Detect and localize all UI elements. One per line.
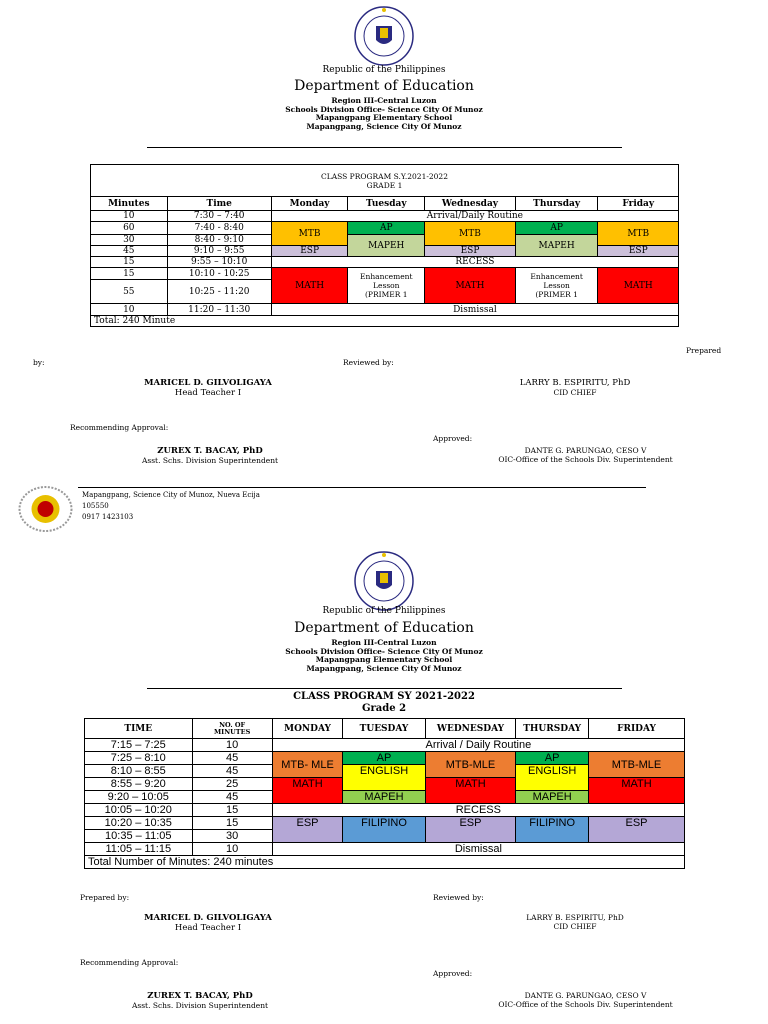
region-label: Region III-Central Luzon Schools Division Office- Science City Of Munoz Mapangpang Elementary School Mapangpang, Science City Of Munoz: [285, 96, 483, 131]
col-friday: Friday: [598, 197, 679, 211]
table-row: 7:15 – 7:25 10 Arrival / Daily Routine: [85, 739, 685, 752]
republic-label: Republic of the Philippines: [322, 65, 446, 75]
reviewer-block: LARRY B. ESPIRITU, PhD CID CHIEF: [519, 378, 631, 397]
table-row: 10:05 – 10:20 15 RECESS: [85, 804, 685, 817]
table-row: 9:20 – 10:05 45 MAPEH MAPEH: [85, 791, 685, 804]
total-minutes: Total: 240 Minute: [91, 316, 679, 327]
col-minutes: Minutes: [91, 197, 168, 211]
table-row: 7:25 – 8:10 45 MTB- MLE AP MTB-MLE AP MTB-MLE: [85, 752, 685, 765]
approver-block: DANTE G. PARUNGAO, CESO V OIC-Office of the Schools Div. Superintendent: [498, 446, 673, 464]
table-row: 10 7:30 – 7:40 Arrival/Daily Routine: [91, 211, 679, 222]
col-tuesday: Tuesday: [348, 197, 425, 211]
department-title: Department of Education: [294, 78, 474, 94]
table-row: 8:55 – 9:20 25 MATH MATH MATH: [85, 778, 685, 791]
recommender-block: ZUREX T. BACAY, PhD Asst. Schs. Division Superintendent: [141, 446, 279, 465]
table-row: 10:35 – 11:05 30: [85, 830, 685, 843]
approved-label: Approved:: [433, 434, 473, 443]
table-row: 10:20 – 10:35 15 ESP FILIPINO ESP FILIPINO ESP: [85, 817, 685, 830]
col-tuesday: TUESDAY: [343, 719, 425, 739]
table-row: 30 8:40 - 9:10 MAPEH MAPEH: [91, 235, 679, 246]
class-program-grade1-table: [90, 164, 679, 327]
table-row: 10 11:20 – 11:30 Dismissal: [91, 304, 679, 316]
program1-title: CLASS PROGRAM S.Y.2021-2022 GRADE 1: [91, 165, 679, 197]
region-label-2: Region III-Central Luzon Schools Division Office- Science City Of Munoz Mapangpang Elementary School Mapangpang, Science City Of Munoz: [285, 638, 483, 673]
col-minutes: NO. OF MINUTES: [192, 719, 272, 739]
republic-label-2: Republic of the Philippines: [322, 606, 446, 616]
table-row: 8:10 – 8:55 45 ENGLISH ENGLISH: [85, 765, 685, 778]
preparer-block: MARICEL D. GILVOLIGAYA Head Teacher I: [144, 913, 272, 933]
table-row: 45 9:10 – 9:55 ESP ESP ESP: [91, 246, 679, 257]
prepared-by-label-2: by:: [33, 358, 45, 367]
recess-cell: RECESS: [271, 257, 678, 268]
recommender-block: ZUREX T. BACAY, PhD Asst. Schs. Division Superintendent: [131, 991, 269, 1010]
recess-cell: RECESS: [272, 804, 684, 817]
preparer-block: MARICEL D. GILVOLIGAYA Head Teacher I: [144, 378, 272, 398]
recommending-approval-label: Recommending Approval:: [80, 958, 179, 967]
deped-seal-icon: [354, 6, 414, 66]
approver-block: DANTE G. PARUNGAO, CESO V OIC-Office of the Schools Div. Superintendent: [498, 991, 673, 1009]
col-time: TIME: [85, 719, 193, 739]
col-wednesday: WEDNESDAY: [425, 719, 516, 739]
deped-seal-icon: [354, 551, 414, 611]
table-row: 15 10:10 - 10:25 MATH Enhancement Lesson (PRIMER 1 MATH Enhancement Lesson (PRIMER 1 MATH: [91, 268, 679, 280]
dismissal-cell: Dismissal: [272, 843, 684, 856]
footer-contact: Mapangpang, Science City of Munoz, Nueva Ecija 105550 0917 1423103: [82, 491, 260, 521]
col-time: Time: [167, 197, 271, 211]
reviewed-by-label: Reviewed by:: [433, 893, 484, 902]
col-wednesday: Wednesday: [425, 197, 516, 211]
arrival-cell: Arrival / Daily Routine: [272, 739, 684, 752]
col-monday: MONDAY: [272, 719, 343, 739]
total-minutes: Total Number of Minutes: 240 minutes: [85, 856, 685, 869]
prepared-by-label: Prepared by:: [80, 893, 130, 902]
footer-divider: [78, 487, 646, 488]
table-row: 55 10:25 - 11:20: [91, 280, 679, 304]
col-monday: Monday: [271, 197, 348, 211]
table-row: 15 9:55 – 10:10 RECESS: [91, 257, 679, 268]
dismissal-cell: Dismissal: [271, 304, 678, 316]
reviewer-block: LARRY B. ESPIRITU, PhD CID CHIEF: [526, 913, 624, 931]
department-title-2: Department of Education: [294, 620, 474, 636]
school-logo-icon: [18, 486, 73, 532]
reviewed-by-label: Reviewed by:: [343, 358, 394, 367]
prepared-by-label: Prepared: [686, 346, 722, 355]
col-thursday: THURSDAY: [516, 719, 589, 739]
col-friday: FRIDAY: [589, 719, 685, 739]
table-row: 11:05 – 11:15 10 Dismissal: [85, 843, 685, 856]
header-divider: [147, 147, 622, 148]
class-program-grade2-table: [84, 718, 685, 869]
arrival-cell: Arrival/Daily Routine: [271, 211, 678, 222]
approved-label: Approved:: [433, 969, 473, 978]
header-divider-2: [147, 688, 622, 689]
program2-title: CLASS PROGRAM SY 2021-2022 Grade 2: [293, 691, 475, 714]
recommending-approval-label: Recommending Approval:: [70, 423, 169, 432]
table-row: 60 7:40 - 8:40 MTB AP MTB AP MTB: [91, 222, 679, 235]
col-thursday: Thursday: [515, 197, 598, 211]
